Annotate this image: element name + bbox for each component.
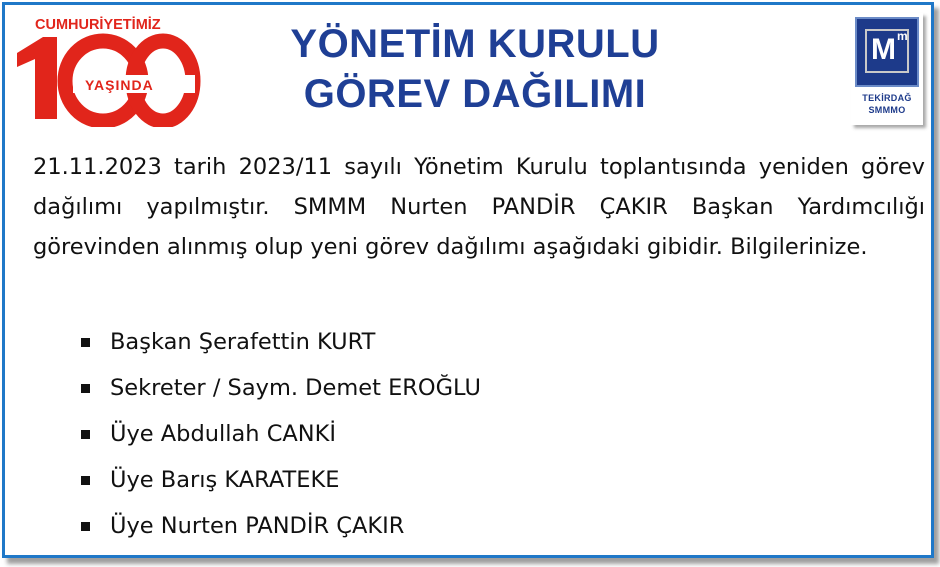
bullet-icon	[81, 430, 90, 439]
list-item	[75, 415, 875, 461]
list-item	[75, 323, 875, 369]
member-label: Üye Barış KARATEKE	[110, 467, 340, 493]
member-label: Üye Abdullah CANKİ	[110, 421, 337, 447]
bullet-icon	[81, 522, 90, 531]
logo-top-text: CUMHURİYETİMİZ	[35, 17, 161, 33]
bullet-icon	[81, 384, 90, 393]
list-item	[75, 461, 875, 507]
bullet-icon	[81, 476, 90, 485]
announcement-frame	[2, 2, 934, 558]
logo-ribbon-text: YAŞINDA	[85, 77, 154, 93]
logo-emblem	[855, 17, 919, 87]
logo-city-text: TEKİRDAĞ	[862, 93, 912, 103]
member-label: Sekreter / Saym. Demet EROĞLU	[110, 375, 481, 401]
list-item	[75, 369, 875, 415]
logo-superscript: m	[897, 29, 908, 43]
bullet-icon	[81, 338, 90, 347]
logo-org-text: SMMMO	[868, 105, 906, 115]
member-label: Başkan Şerafettin KURT	[110, 329, 376, 355]
list-item	[75, 507, 875, 553]
logo-letter: M	[871, 33, 896, 66]
page-title	[220, 19, 730, 119]
announcement-paragraph: 21.11.2023 tarih 2023/11 sayılı Yönetim Kurulu toplantısında yeniden görev dağılımı yapılmıştır. SMMM Nurten PANDİR ÇAKIR Başkan Yardımcılığı görevinden alınmış olup yeni görev dağılımı aşağıdaki gibidir. Bilgilerinize.	[33, 154, 925, 260]
member-list	[75, 323, 875, 553]
tekirdag-smmmo-logo	[851, 13, 923, 125]
title-line-2: GÖREV DAĞILIMI	[303, 72, 647, 116]
title-line-1: YÖNETİM KURULU	[290, 22, 660, 66]
member-label: Üye Nurten PANDİR ÇAKIR	[110, 513, 405, 539]
republic-100-logo	[13, 15, 203, 127]
